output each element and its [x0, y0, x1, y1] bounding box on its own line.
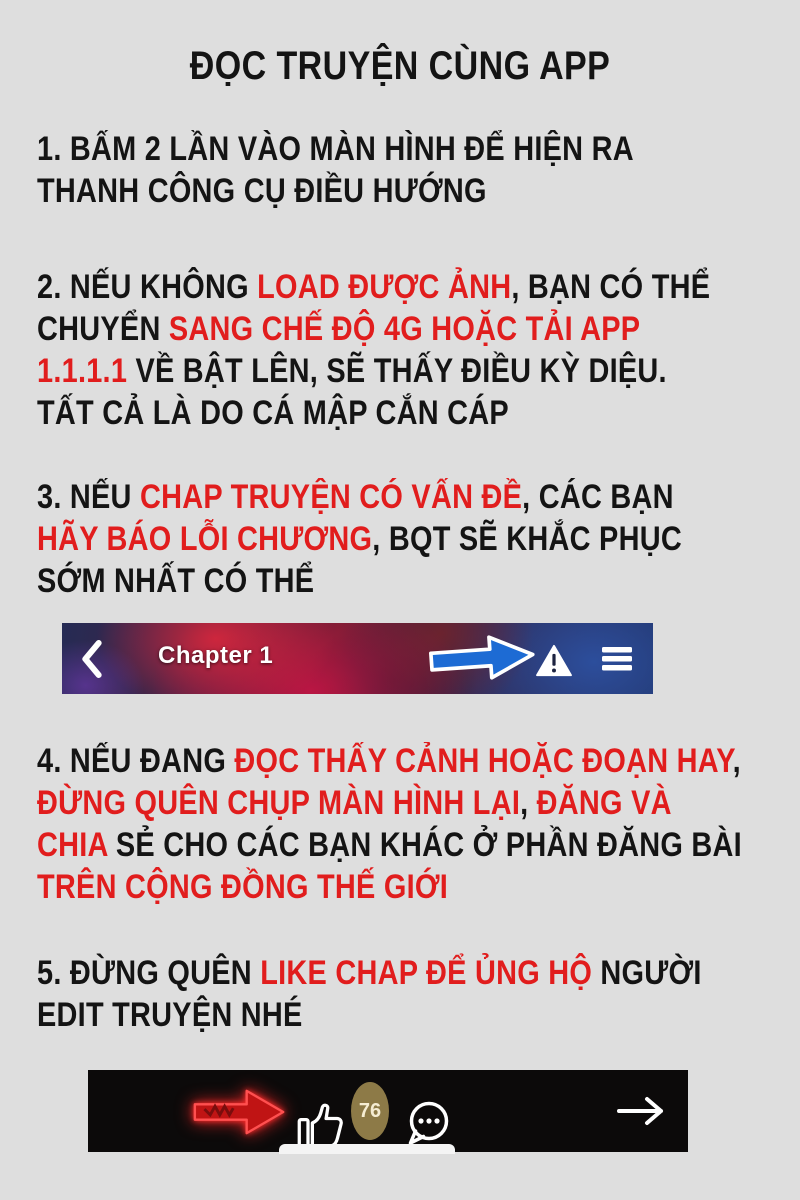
like-count-badge: [351, 1082, 389, 1140]
text-segment: VỀ BẬT LÊN, SẼ THẤY ĐIỀU KỲ DIỆU.: [127, 352, 667, 390]
text-segment: , BẠN CÓ THỂ: [511, 268, 711, 306]
text-segment: ,: [520, 784, 537, 822]
text-line: [37, 866, 742, 908]
text-line: [37, 782, 742, 824]
like-button[interactable]: [296, 1098, 344, 1150]
text-segment: 4. NẾU ĐANG: [37, 742, 235, 780]
blue-arrow-pointer-icon: [426, 630, 539, 686]
text-segment: HÃY BÁO LỖI CHƯƠNG: [37, 520, 373, 558]
text-segment: 1.1.1.1: [37, 352, 128, 390]
text-segment: LOAD ĐƯỢC ẢNH: [257, 268, 512, 306]
text-segment: SANG CHẾ ĐỘ 4G HOẶC TẢI APP: [168, 310, 641, 348]
text-segment: ĐĂNG VÀ: [536, 784, 672, 822]
list-menu-icon: [602, 647, 632, 671]
text-line: [37, 266, 710, 308]
speech-bubble-icon: [411, 1104, 447, 1144]
warning-triangle-icon: [537, 646, 571, 675]
page-title: ĐỌC TRUYỆN CÙNG APP: [189, 44, 611, 88]
thumbs-up-icon: [299, 1105, 341, 1146]
instruction-paragraph-2: [37, 266, 710, 434]
text-segment: ,: [732, 742, 741, 780]
home-indicator: [279, 1144, 455, 1154]
text-line: [37, 952, 702, 994]
text-line: [37, 128, 634, 170]
red-arrow-pointer-icon: [191, 1083, 287, 1141]
chapter-nav-screenshot: [62, 623, 653, 694]
text-segment: ĐỌC THẤY CẢNH HOẶC ĐOẠN HAY: [234, 742, 733, 780]
text-segment: 2. NẾU KHÔNG: [37, 268, 258, 306]
text-segment: 5. ĐỪNG QUÊN: [37, 954, 261, 992]
text-segment: TẤT CẢ LÀ DO CÁ MẬP CẮN CÁP: [37, 394, 509, 432]
text-segment: CHUYỂN: [37, 310, 169, 348]
instruction-paragraph-1: [37, 128, 634, 212]
text-segment: LIKE CHAP ĐỂ ỦNG HỘ: [260, 954, 593, 992]
text-line: [37, 740, 742, 782]
text-segment: SỚM NHẤT CÓ THỂ: [37, 562, 315, 600]
text-line: [37, 560, 682, 602]
arrow-right-icon: [619, 1099, 661, 1123]
text-segment: NGƯỜI: [592, 954, 702, 992]
text-segment: , BQT SẼ KHẮC PHỤC: [372, 520, 682, 558]
report-error-button[interactable]: [535, 644, 573, 678]
back-button[interactable]: [76, 639, 108, 679]
instruction-paragraph-5: [37, 952, 702, 1036]
text-line: [37, 476, 682, 518]
text-segment: TRÊN CỘNG ĐỒNG THẾ GIỚI: [37, 868, 449, 906]
chevron-left-icon: [85, 643, 98, 675]
text-segment: 3. NẾU: [37, 478, 140, 516]
text-line: [37, 824, 742, 866]
text-segment: , CÁC BẠN: [522, 478, 674, 516]
instruction-paragraph-4: [37, 740, 742, 908]
text-segment: CHAP TRUYỆN CÓ VẤN ĐỀ: [139, 478, 523, 516]
text-line: [37, 170, 634, 212]
text-line: [37, 392, 710, 434]
text-segment: SẺ CHO CÁC BẠN KHÁC Ở PHẦN ĐĂNG BÀI: [115, 826, 742, 864]
text-segment: CHIA: [37, 826, 116, 864]
text-segment: 1. BẤM 2 LẦN VÀO MÀN HÌNH ĐỂ HIỆN RA: [37, 130, 634, 168]
chapter-menu-button[interactable]: [602, 647, 634, 671]
text-line: [37, 308, 710, 350]
like-count: 76: [358, 1099, 382, 1122]
text-segment: EDIT TRUYỆN NHÉ: [37, 996, 303, 1034]
text-line: [37, 518, 682, 560]
comment-button[interactable]: [402, 1097, 454, 1151]
text-segment: THANH CÔNG CỤ ĐIỀU HƯỚNG: [37, 172, 487, 210]
chapter-title: Chapter 1: [158, 642, 274, 669]
instruction-paragraph-3: [37, 476, 682, 602]
text-segment: ĐỪNG QUÊN CHỤP MÀN HÌNH LẠI: [37, 784, 521, 822]
text-line: [37, 350, 710, 392]
bottom-toolbar-screenshot: [88, 1070, 688, 1152]
text-line: [37, 994, 702, 1036]
next-chapter-button[interactable]: [616, 1095, 666, 1127]
